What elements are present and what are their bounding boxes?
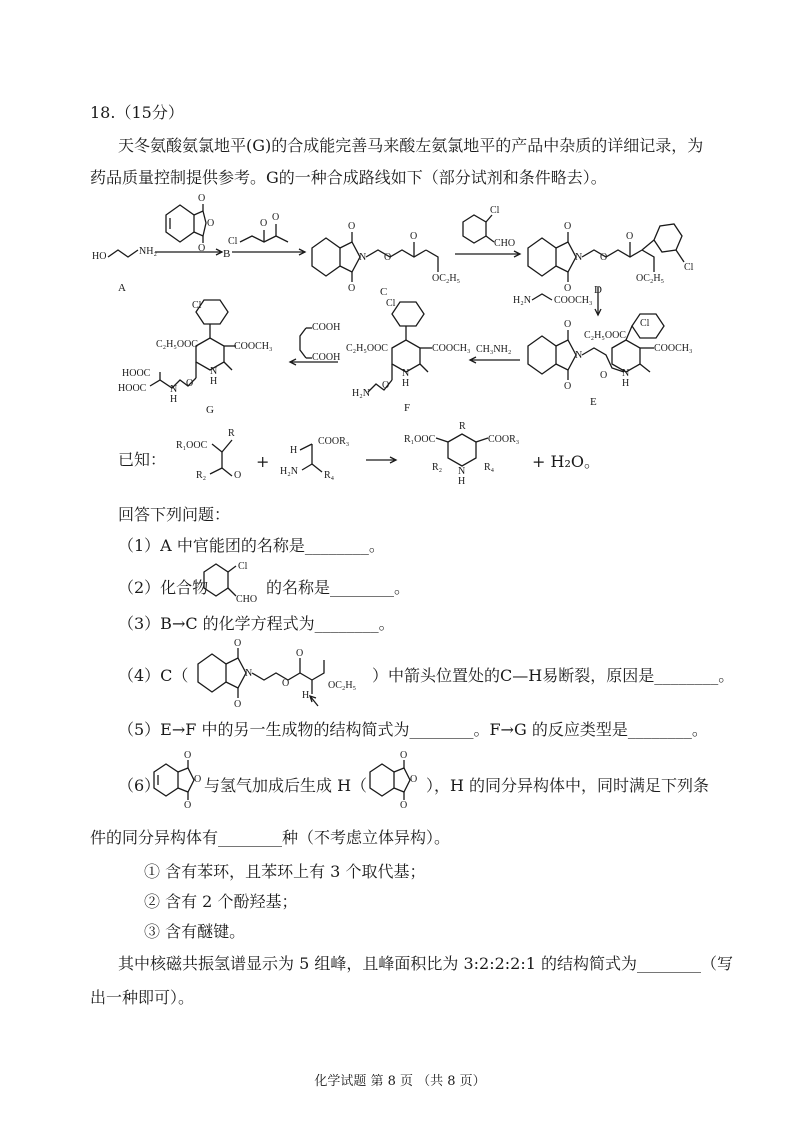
page-footer: 化学试题 第 8 页 （共 8 页） [314, 1074, 486, 1089]
answer-prompt: 回答下列问题： [118, 505, 231, 524]
condition-2: ② 含有 2 个酚羟基； [144, 892, 298, 911]
b-c-cl: Cl [228, 236, 238, 247]
e-ester2: COOCH₃ [654, 343, 693, 354]
e-cl: Cl [640, 318, 650, 329]
question-6-suffix: ），H 的同分异构体中，同时满足下列条 [426, 776, 710, 795]
question-4-prefix: （4）C（ [118, 666, 189, 685]
known-r1ooc: R₁OOC [176, 440, 208, 451]
g-hooc2: HOOC [118, 383, 147, 394]
d-e-ester: COOCH₃ [554, 295, 593, 306]
known-p-r4: R₄ [484, 462, 495, 473]
known-o: O [234, 470, 242, 481]
e-ester1: C₂H₅OOC [584, 330, 626, 341]
e-nh-h: H [622, 378, 630, 389]
g-ester1: C₂H₅OOC [156, 339, 198, 350]
question-1: （1）A 中官能团的名称是________。 [118, 536, 385, 555]
f-ester2: COOCH₃ [432, 343, 471, 354]
f-g-cooh2: COOH [312, 352, 341, 363]
question-number-text: 18. [90, 103, 116, 122]
q4-oc2h5: OC₂H₅ [328, 680, 357, 691]
label-e: E [590, 396, 597, 408]
known-h2n: H₂N [280, 466, 298, 477]
known-label: 已知： [118, 450, 167, 469]
known-r: R [228, 428, 235, 439]
label-a: A [118, 282, 126, 294]
question-5: （5）E→F 中的另一生成物的结构简式为________。F→G 的反应类型是________。 [118, 720, 708, 739]
f-ether-o: O [382, 380, 390, 391]
known-r4: R₄ [324, 470, 335, 481]
c-ether-o: O [384, 252, 392, 263]
condition-1: ① 含有苯环，且苯环上有 3 个取代基； [144, 862, 426, 881]
q6-h-o3: O [400, 800, 408, 811]
e-o-bot: O [564, 381, 572, 392]
q6-o2: O [194, 774, 202, 785]
label-f: F [404, 402, 411, 414]
g-cl: Cl [192, 300, 202, 311]
d-n: N [575, 252, 583, 263]
final-line-2: 出一种即可）。 [90, 988, 195, 1007]
label-d: D [594, 284, 602, 296]
f-g-cooh1: COOH [312, 322, 341, 333]
c-o-top: O [348, 221, 356, 232]
g-nh-h: H [210, 376, 218, 387]
c-o-bot: O [348, 283, 356, 294]
q6-h-o2: O [410, 774, 418, 785]
question-2-suffix: 的名称是________。 [266, 578, 411, 597]
label-g: G [206, 404, 214, 416]
known-p-h: H [458, 476, 466, 487]
label-c: C [380, 286, 388, 298]
f-nh-n: N [402, 368, 410, 379]
f-nh-h: H [402, 378, 410, 389]
question-6-mid: 与氢气加成后生成 H（ [204, 776, 368, 795]
known-p-r: R [459, 421, 466, 432]
g-ether-o: O [186, 378, 194, 389]
q2-cl: Cl [238, 561, 248, 572]
d-cl: Cl [684, 262, 694, 273]
q4-keto-o: O [296, 648, 304, 659]
a-b-o3: O [198, 243, 206, 254]
a-b-o2: O [207, 218, 215, 229]
g-nh-n: N [210, 366, 218, 377]
d-keto-o: O [626, 231, 634, 242]
condition-3: ③ 含有醚键。 [144, 922, 246, 941]
known-r2: R₂ [196, 470, 207, 481]
known-plus: + [256, 452, 270, 471]
g-hooc1: HOOC [122, 368, 151, 379]
e-f-reagent: CH₃NH₂ [476, 344, 512, 355]
c-ester: OC₂H₅ [432, 273, 461, 284]
a-ho: HO [92, 251, 107, 262]
d-o-top: O [564, 221, 572, 232]
c-d-cl: Cl [490, 205, 500, 216]
g-sec-n: N [170, 384, 178, 395]
known-coor3: COOR₃ [318, 436, 350, 447]
question-2-prefix: （2）化合物 [118, 578, 209, 597]
d-e-h2n: H₂N [513, 295, 531, 306]
d-ester: OC₂H₅ [636, 273, 665, 284]
intro-line-2: 药品质量控制提供参考。G的一种合成路线如下（部分试剂和条件略去）。 [90, 168, 607, 187]
e-nh-n: N [622, 368, 630, 379]
q4-h: H [302, 690, 310, 701]
known-water: + H₂O。 [532, 452, 600, 471]
b-c-o1: O [260, 218, 268, 229]
a-nh2: NH₂ [139, 246, 157, 257]
q4-o-bot: O [234, 699, 242, 710]
question-4-suffix: ）中箭头位置处的C—H易断裂，原因是________。 [372, 666, 735, 685]
q2-cho: CHO [236, 594, 258, 605]
c-n: N [359, 252, 367, 263]
q4-ether-o: O [282, 678, 290, 689]
question-score: （15分） [115, 103, 184, 122]
f-amine: H₂N [352, 388, 370, 399]
known-p-r2: R₂ [432, 462, 443, 473]
f-cl: Cl [386, 298, 396, 309]
e-n: N [575, 350, 583, 361]
question-6-line2: 件的同分异构体有________种（不考虑立体异构）。 [90, 828, 451, 847]
known-p-r1ooc: R₁OOC [404, 434, 436, 445]
final-line-1: 其中核磁共振氢谱显示为 5 组峰，且峰面积比为 3:2:2:2:1 的结构简式为________（写 [118, 954, 733, 973]
known-p-n: N [458, 466, 466, 477]
known-p-coor3: COOR₃ [488, 434, 520, 445]
question-6-prefix: （6） [118, 776, 161, 795]
f-ester1: C₂H₅OOC [346, 343, 388, 354]
label-b: B [223, 248, 231, 260]
c-keto-o: O [410, 231, 418, 242]
g-ester2: COOCH₃ [234, 341, 273, 352]
d-o-bot: O [564, 283, 572, 294]
question-3: （3）B→C 的化学方程式为________。 [118, 614, 395, 633]
d-ether-o: O [600, 252, 608, 263]
q4-n: N [245, 668, 253, 679]
b-c-o2: O [272, 212, 280, 223]
c-d-cho: CHO [494, 238, 516, 249]
q6-h-o1: O [400, 750, 408, 761]
a-b-o1: O [198, 193, 206, 204]
e-o-top: O [564, 319, 572, 330]
q6-o3: O [184, 800, 192, 811]
q6-o1: O [184, 750, 192, 761]
q4-o-top: O [234, 638, 242, 649]
intro-line-1: 天冬氨酸氨氯地平(G)的合成能完善马来酸左氨氯地平的产品中杂质的详细记录，为 [118, 136, 704, 155]
known-h: H [290, 445, 298, 456]
g-sec-h: H [170, 394, 178, 405]
e-ether-o: O [600, 370, 608, 381]
